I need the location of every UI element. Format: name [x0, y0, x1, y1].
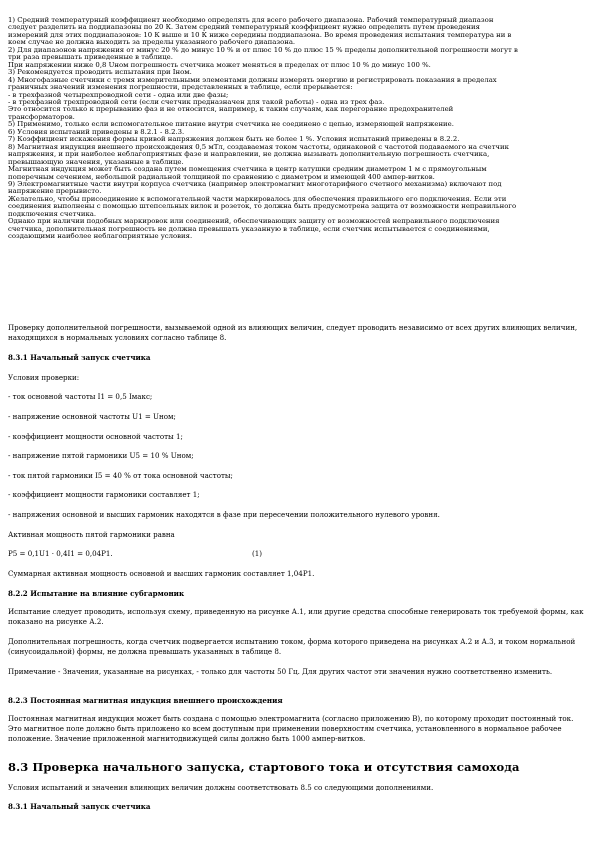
formula: P5 = 0,1U1 · 0,4I1 = 0,04P1.: [8, 549, 113, 558]
section-heading-8-3: 8.3 Проверка начального запуска, стартового тока и отсутствия самохода: [8, 760, 520, 774]
condition-item: - коэффициент мощности гармоники составляет 1;: [8, 490, 200, 499]
note-line: 1) Средний температурный коэффициент необходимо определять для всего рабочего диапазона. Рабочий температурный диапазон: [8, 16, 494, 24]
note-line: 3) Рекомендуется проводить испытания при Iном.: [8, 68, 192, 77]
note-line: При напряжении ниже 0,8 Uном погрешность счетчика может меняться в пределах от плюс 10 % до минус 100 %.: [8, 60, 431, 69]
note-line: напряжение прерывисто.: [8, 187, 102, 196]
note-line: Однако при наличии подобных маркировок или соединений, обеспечивающих защиту от возможностей неправильного подключения: [8, 217, 500, 226]
note-line: Магнитная индукция может быть создана путем помещения счетчика в центр катушки средним диаметром 1 м с прямоугольным: [8, 165, 487, 174]
note-paragraph: Примечание - Значения, указанные на рисунках, - только для частоты 50 Гц. Для других частот эти значения нужно соответственно изменить.: [8, 667, 553, 676]
note-line: 4) Многофазные счетчики с тремя измерительными элементами должны измерять энергию и регистрировать показания в пределах: [8, 75, 497, 84]
note-line: граничных значений изменения погрешности, представленных в таблице, если прерывается:: [8, 83, 353, 92]
formula-number: (1): [252, 549, 263, 558]
note-line: напряжения, и при наиболее неблагоприятных фазе и направлении, не должна вызывать дополнительную погрешность счетчика,: [8, 150, 490, 159]
note-line: превышающую значения, указанные в таблице.: [8, 157, 184, 166]
note-line: измерений для этих поддиапазонов: 10 К выше и 10 К ниже середины поддиапазона. Во время проведения испытания температура ни в: [8, 30, 512, 39]
conditions-paragraph: Условия испытаний и значения влияющих величин должны соответствовать 8.5 со следующими дополнениями.: [8, 783, 434, 792]
test-paragraph-2: Дополнительная погрешность, когда счетчик подвергается испытанию током, форма которого приведена на рисунках А.2 и А.3, и током нормальной (синусоидальной) формы, не должна превышать указанных в таблице 8.: [8, 637, 576, 656]
condition-item: - коэффициент мощности основной частоты 1;: [8, 432, 183, 441]
condition-item: - напряжение пятой гармоники U5 = 10 % Uном;: [8, 451, 194, 460]
note-line: - в трехфазной трехпроводной сети (если счетчик предназначен для такой работы) - одна из трех фаз.: [8, 97, 385, 106]
note-line: счетчика, дополнительная погрешность не должна превышать указанную в таблице, если счетчик испытывается с соединениями,: [8, 224, 490, 233]
intro-paragraph: Проверку дополнительной погрешности, вызываемой одной из влияющих величин, следует проводить независимо от всех других влияющих величин, находящихся в нормальных условиях согласно таблице 8.: [8, 323, 578, 342]
note-line: 6) Условия испытаний приведены в 8.2.1 - 8.2.3.: [8, 127, 185, 136]
section-heading-8-2-3: 8.2.3 Постоянная магнитная индукция внешнего происхождения: [8, 696, 283, 705]
table-footnotes: [8, 17, 584, 241]
note-line: Это относится только к прерыванию фаз и не относится, например, к таким случаям, как перегорание предохранителей: [8, 105, 454, 114]
note-line: - в трехфазной четырехпроводной сети - одна или две фазы;: [8, 90, 229, 99]
condition-item: - напряжения основной и высших гармоник находятся в фазе при пересечении положительного нулевого уровня.: [8, 510, 440, 519]
note-line: подключения счетчика.: [8, 209, 97, 218]
note-line: 7) Коэффициент искажения формы кривой напряжения должен быть не более 1 %. Условия испытаний приведены в 8.2.2.: [8, 135, 460, 144]
note-line: 5) Применимо, только если вспомогательное питание внутри счетчика не соединено с цепью, измеряющей напряжение.: [8, 120, 454, 129]
condition-item: - напряжение основной частоты U1 = Uном;: [8, 412, 176, 421]
total-power-text: Суммарная активная мощность основной и высших гармоник составляет 1,04P1.: [8, 569, 315, 578]
test-paragraph-1: Испытание следует проводить, используя схему, приведенную на рисунке А.1, или другие средства способные генерировать ток требуемой формы, как показано на рисунке А.2.: [8, 607, 584, 626]
note-line: трансформаторов.: [8, 112, 75, 121]
note-line: поперечным сечением, небольшой радиальной толщиной по сравнению с диаметром и имеющей 400 ампер-витков.: [8, 172, 435, 181]
note-line: три раза превышать приведенные в таблице.: [8, 53, 173, 62]
note-line: Желательно, чтобы присоединение к вспомогательной части маркировалось для обеспечения правильного его подключения. Если эти: [8, 194, 507, 203]
active-power-label: Активная мощность пятой гармоники равна: [8, 530, 175, 539]
section-heading-8-2-1: 8.3.1 Начальный запуск счетчика: [8, 353, 151, 362]
note-line: 9) Электромагнитные части внутри корпуса счетчика (например электромагнит многотарифного счетного механизма) включают под: [8, 179, 502, 188]
condition-item: - ток основной частоты I1 = 0,5 Iмакс;: [8, 392, 153, 401]
note-line: создающими наиболее неблагоприятные условия.: [8, 232, 193, 241]
note-line: 8) Магнитная индукция внешнего происхождения 0,5 мТл, создаваемая током частоты, одинаковой с частотой подаваемого на счетчик: [8, 142, 509, 151]
note-line: соединения выполнены с помощью штепсельных вилок и розеток, то должна быть предусмотрена защита от возможности неправильного: [8, 202, 517, 211]
section-heading-8-3-1: 8.3.1 Начальный запуск счетчика: [8, 802, 151, 811]
conditions-label: Условия проверки:: [8, 373, 80, 382]
section-heading-8-2-2: 8.2.2 Испытание на влияние субгармоник: [8, 589, 185, 598]
note-line: следует разделить на поддиапазоны по 20 К. Затем средний температурный коэффициент нужно определить путем проведения: [8, 23, 480, 32]
condition-item: - ток пятой гармоники I5 = 40 % от тока основной частоты;: [8, 471, 233, 480]
note-line: коем случае не должна выходить за пределы указанного рабочего диапазона.: [8, 38, 296, 47]
magnet-paragraph: Постоянная магнитная индукция может быть создана с помощью электромагнита (согласно приложению В), по которому проходит постоянный ток. Это магнитное поле должно быть приложено ко всем доступным при применении поверхностям счетчика, установленного в нормальное рабочее положение. Значение приложенной магнитодвижущей силы должно быть 1000 ампер-витков.: [8, 714, 574, 743]
note-line: 2) Для диапазонов напряжения от минус 20 % до минус 10 % и от плюс 10 % до плюс 15 % пределы дополнительной погрешности могут в: [8, 45, 518, 54]
